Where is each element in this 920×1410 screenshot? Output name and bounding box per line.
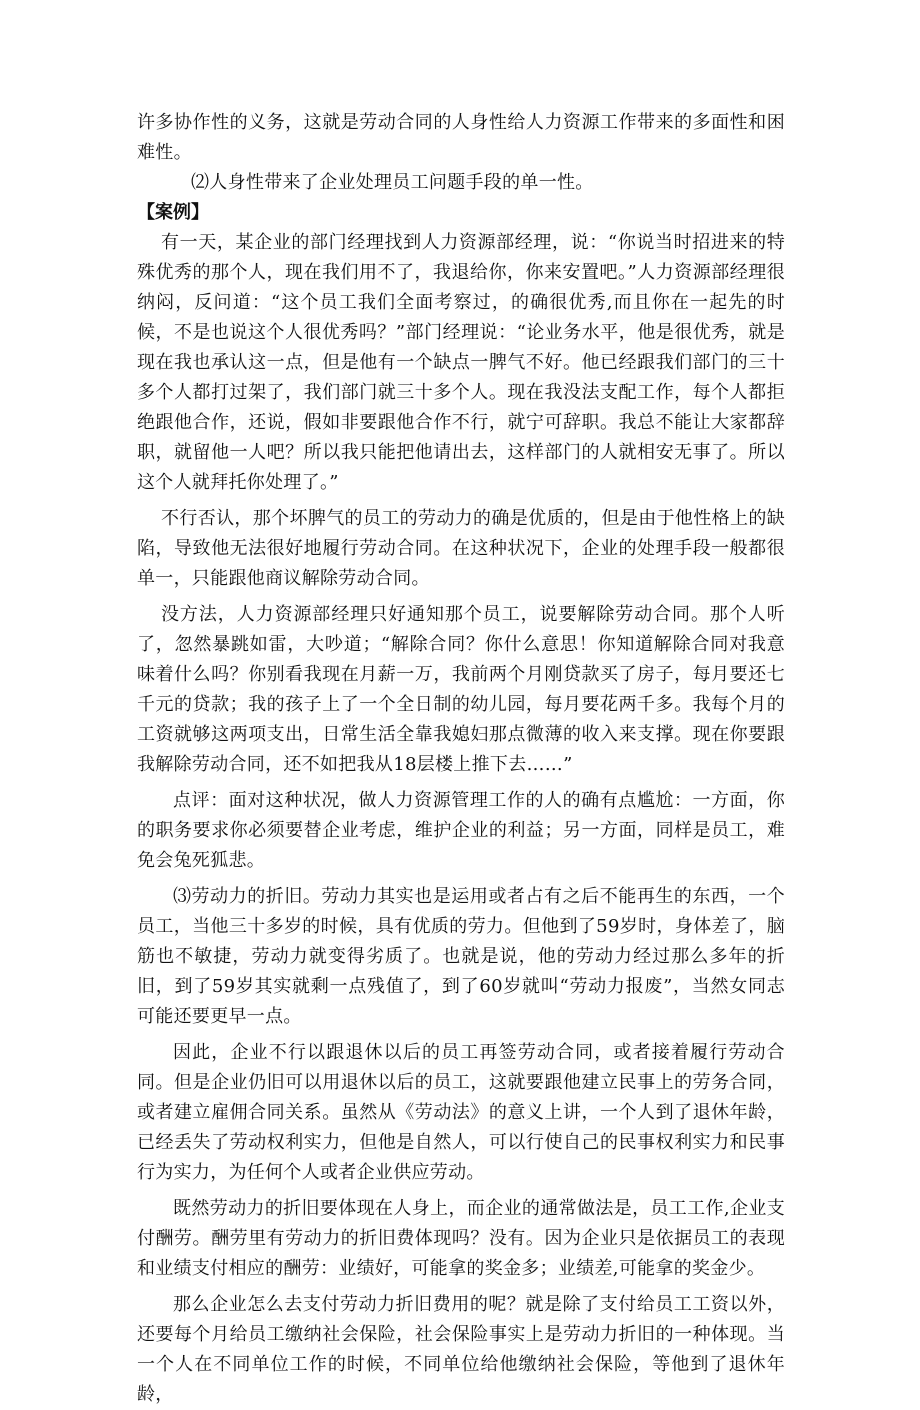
retirement-paragraph: 因此，企业不行以跟退休以后的员工再签劳动合同，或者接着履行劳动合同。但是企业仍旧可以用退休以后的员工，这就要跟他建立民事上的劳务合同，或者建立雇佣合同关系。虽然从《劳动法》的意义上讲，一个人到了退休年龄，已经丢失了劳动权利实力，但他是自然人，可以行使自己的民事权利实力和民事行为实力，为任何个人或者企业供应劳动。 [137, 1042, 785, 1183]
section-point-2: ⑵人身性带来了企业处理员工问题手段的单一性。 [191, 172, 594, 193]
case-story-paragraph: 有一天，某企业的部门经理找到人力资源部经理，说：“你说当时招进来的特殊优秀的那个人，现在我们用不了，我退给你，你来安置吧。”人力资源部经理很纳闷，反问道：“这个员工我们全面考察过，的确很优秀,而且你在一起先的时候，不是也说这个人很优秀吗？”部门经理说：“论业务水平，他是很优秀，就是现在我也承认这一点，但是他有一个缺点一脾气不好。他已经跟我们部门的三十多个人都打过架了，我们部门就三十多个人。现在我没法支配工作，每个人都拒绝跟他合作，还说，假如非要跟他合作不行，就宁可辞职。我总不能让大家都辞职，就留他一人吧？所以我只能把他请出去，这样部门的人就相安无事了。所以这个人就拜托你处理了。” [137, 232, 785, 493]
case-dialogue-paragraph: 没方法，人力资源部经理只好通知那个员工，说要解除劳动合同。那个人听了，忽然暴跳如雷，大吵道；“解除合同？你什么意思！你知道解除合同对我意味着什么吗？你别看我现在月薪一万，我前两个月刚贷款买了房子，每月要还七千元的贷款；我的孩子上了一个全日制的幼儿园，每月要花两千多。我每个月的工资就够这两项支出，日常生活全靠我媳妇那点微薄的收入来支撑。现在你要跟我解除劳动合同，还不如把我从18层楼上推下去……” [137, 604, 785, 775]
section-point-3: ⑶劳动力的折旧。劳动力其实也是运用或者占有之后不能再生的东西，一个员工，当他三十多岁的时候，具有优质的劳力。但他到了59岁时，身体差了，脑筋也不敏捷，劳动力就变得劣质了。也就是说，他的劳动力经过那么多年的折旧，到了59岁其实就剩一点残值了，到了60岁就叫“劳动力报废”，当然女同志可能还要更早一点。 [137, 886, 785, 1027]
social-insurance-paragraph: 那么企业怎么去支付劳动力折旧费用的呢？就是除了支付给员工工资以外，还要每个月给员工缴纳社会保险，社会保险事实上是劳动力折旧的一种体现。当一个人在不同单位工作的时候，不同单位给他缴纳社会保险，等他到了退休年龄， [137, 1294, 785, 1405]
case-heading: 【案例】 [137, 202, 209, 223]
document-page [137, 108, 785, 1410]
case-analysis-paragraph: 不行否认，那个坏脾气的员工的劳动力的确是优质的，但是由于他性格上的缺陷，导致他无法很好地履行劳动合同。在这种状况下，企业的处理手段一般都很单一，只能跟他商议解除劳动合同。 [137, 508, 785, 589]
compensation-paragraph: 既然劳动力的折旧要体现在人身上，而企业的通常做法是，员工工作,企业支付酬劳。酬劳里有劳动力的折旧费体现吗？没有。因为企业只是依据员工的表现和业绩支付相应的酬劳：业绩好，可能拿的奖金多；业绩差,可能拿的奖金少。 [137, 1198, 785, 1279]
paragraph-continuation: 许多协作性的义务，这就是劳动合同的人身性给人力资源工作带来的多面性和困难性。 [137, 112, 785, 163]
commentary-paragraph: 点评：面对这种状况，做人力资源管理工作的人的确有点尴尬：一方面，你的职务要求你必须要替企业考虑，维护企业的利益；另一方面，同样是员工，难免会兔死狐悲。 [137, 790, 785, 871]
